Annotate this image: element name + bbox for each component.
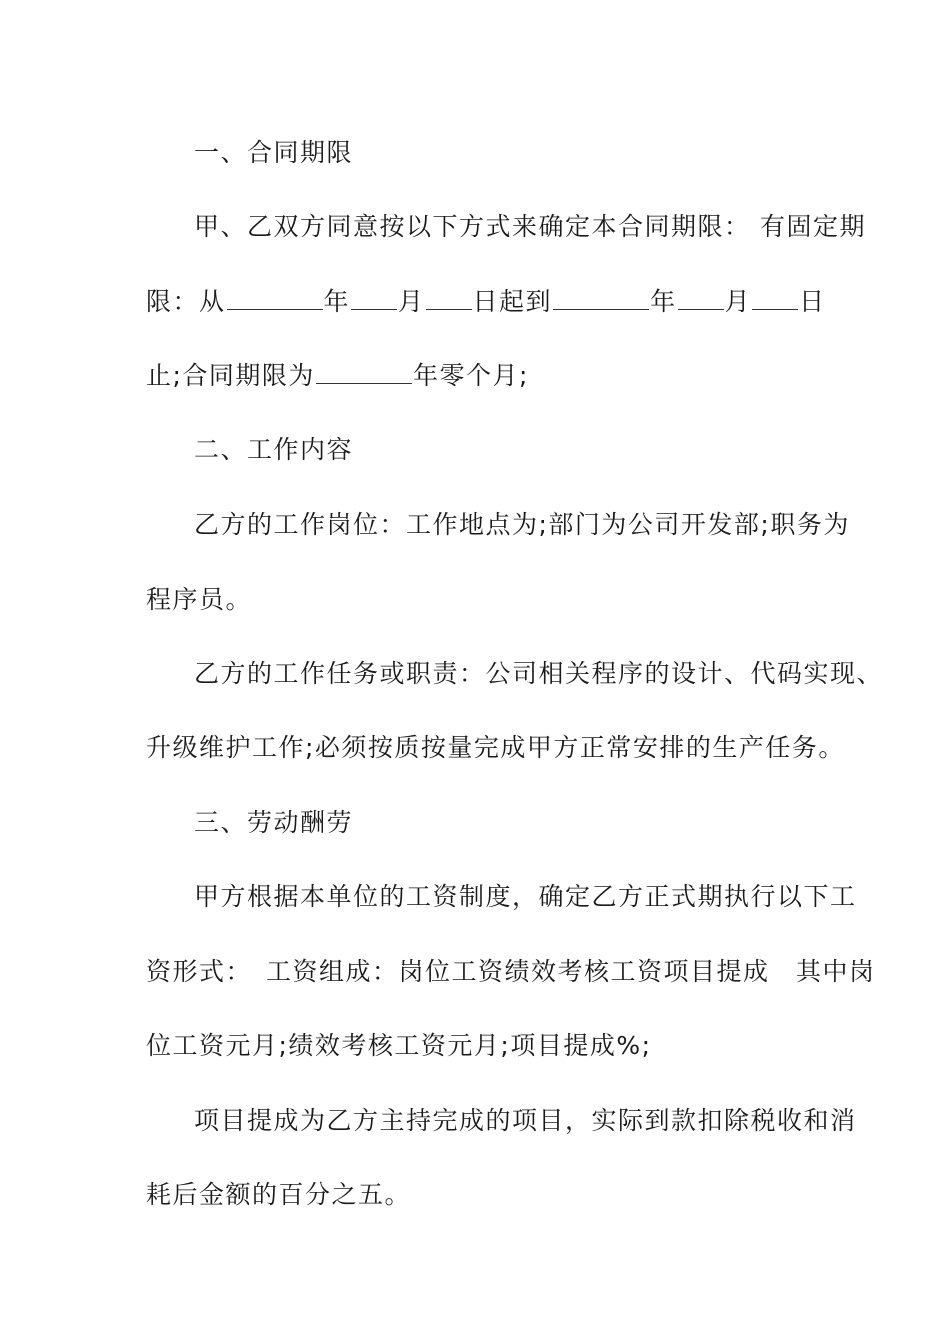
term-text-day-to: 日起到 (472, 287, 553, 316)
section-heading-pay: 三、劳动酬劳 (194, 808, 354, 837)
start-year-blank (227, 287, 323, 310)
work-duty-line-1: 乙方的工作任务或职责：公司相关程序的设计、代码实现、 (194, 659, 884, 688)
duration-years-blank (316, 361, 412, 384)
term-paragraph-line-1: 甲、乙双方同意按以下方式来确定本合同期限： 有固定期 (194, 212, 866, 241)
term-text-from: 限：从 (146, 287, 226, 316)
end-year-blank (553, 287, 649, 310)
work-duty-line-2: 升级维护工作;必须按质按量完成甲方正常安排的生产任务。 (146, 733, 845, 762)
work-position-line-1: 乙方的工作岗位：工作地点为;部门为公司开发部;职务为 (194, 510, 850, 539)
start-month-blank (351, 287, 397, 310)
term-text-day-2: 日 (799, 287, 826, 316)
section-heading-term: 一、合同期限 (194, 138, 354, 167)
start-day-blank (426, 287, 472, 310)
term-text-year: 年 (323, 287, 351, 316)
pay-paragraph-line-1: 甲方根据本单位的工资制度，确定乙方正式期执行以下工 (194, 882, 857, 911)
section-heading-work: 二、工作内容 (194, 435, 354, 464)
term-text-duration-end: 年零个月; (412, 361, 529, 390)
term-text-month: 月 (398, 287, 425, 316)
pay-paragraph-line-3: 位工资元月;绩效考核工资元月;项目提成%; (146, 1031, 652, 1060)
end-month-blank (678, 287, 724, 310)
work-position-line-2: 程序员。 (146, 585, 253, 614)
term-paragraph-line-3 (146, 359, 826, 393)
term-text-year-2: 年 (650, 287, 677, 316)
pay-paragraph-line-2: 资形式： 工资组成：岗位工资绩效考核工资项目提成 其中岗 (146, 957, 876, 986)
term-paragraph-line-2 (146, 285, 826, 319)
pay-bonus-line-2: 耗后金额的百分之五。 (146, 1180, 412, 1209)
term-text-month-2: 月 (724, 287, 752, 316)
pay-bonus-line-1: 项目提成为乙方主持完成的项目，实际到款扣除税收和消 (194, 1106, 857, 1135)
end-day-blank (752, 287, 798, 310)
term-text-duration: 止;合同期限为 (146, 361, 315, 390)
